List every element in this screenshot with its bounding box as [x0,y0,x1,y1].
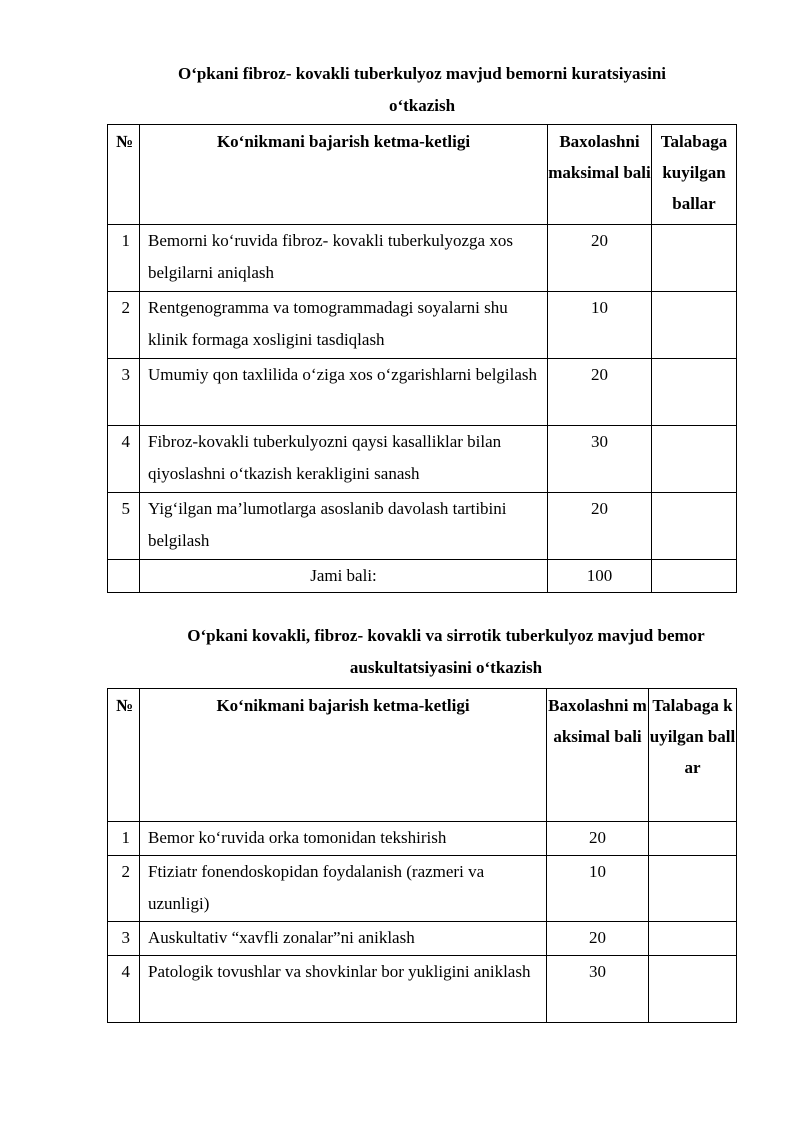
row-num: 4 [108,426,140,493]
table-row [108,922,737,956]
row-student-score[interactable] [649,956,737,1023]
row-num: 5 [108,493,140,560]
table-row [108,822,737,856]
row-student-score[interactable] [652,493,737,560]
total-empty-cell [108,560,140,593]
row-max-score: 10 [548,292,652,359]
table-row [108,956,737,1023]
row-num: 4 [108,956,140,1023]
section1-title [108,58,736,122]
section2-title [150,620,742,684]
row-task: Auskultativ “xavfli zonalar”ni aniklash [140,922,547,956]
row-student-score[interactable] [652,292,737,359]
header-num: № [108,125,140,225]
section1-title-line1: O‘pkani fibroz- kovakli tuberkulyoz mavjud bemorni kuratsiyasini [177,64,667,83]
row-task: Patologik tovushlar va shovkinlar bor yukligini aniklash [140,956,547,1023]
row-task: Yig‘ilgan ma’lumotlarga asoslanib davolash tartibini belgilash [140,493,548,560]
row-num: 1 [108,822,140,856]
total-value: 100 [548,560,652,593]
row-task: Rentgenogramma va tomogrammadagi soyalarni shu klinik formaga xosligini tasdiqlash [140,292,548,359]
row-max-score: 20 [547,922,649,956]
header-num: № [108,689,140,822]
row-student-score[interactable] [652,426,737,493]
header-task: Ko‘nikmani bajarish ketma-ketligi [140,125,548,225]
row-num: 3 [108,359,140,426]
row-student-score[interactable] [652,359,737,426]
table-row [108,359,737,426]
row-max-score: 30 [547,956,649,1023]
header-task: Ko‘nikmani bajarish ketma-ketligi [140,689,547,822]
section2-table [107,688,737,1023]
section1-title-line2: o‘tkazish [388,96,456,115]
table-row [108,292,737,359]
total-student-score[interactable] [652,560,737,593]
row-max-score: 30 [548,426,652,493]
header-max-score: Baxolashni maksimal bali [547,689,649,822]
row-max-score: 20 [548,359,652,426]
row-max-score: 20 [547,822,649,856]
header-max-score: Baxolashni maksimal bali [548,125,652,225]
row-student-score[interactable] [649,856,737,922]
row-num: 2 [108,292,140,359]
row-task: Bemor ko‘ruvida orka tomonidan tekshirish [140,822,547,856]
table-row [108,426,737,493]
row-num: 2 [108,856,140,922]
row-task: Bemorni ko‘ruvida fibroz- kovakli tuberkulyozga xos belgilarni aniqlash [140,225,548,292]
section1-table [107,124,737,593]
total-row [108,560,737,593]
row-max-score: 20 [548,225,652,292]
row-task: Ftiziatr fonendoskopidan foydalanish (razmeri va uzunligi) [140,856,547,922]
row-num: 1 [108,225,140,292]
row-num: 3 [108,922,140,956]
section2-title-line1: O‘pkani kovakli, fibroz- kovakli va sirrotik tuberkulyoz mavjud bemor [187,626,705,645]
row-student-score[interactable] [649,922,737,956]
row-max-score: 10 [547,856,649,922]
row-student-score[interactable] [649,822,737,856]
total-label: Jami bali: [140,560,548,593]
table-row [108,493,737,560]
row-task: Fibroz-kovakli tuberkulyozni qaysi kasalliklar bilan qiyoslashni o‘tkazish kerakligini sanash [140,426,548,493]
section2-title-line2: auskultatsiyasini o‘tkazish [349,658,543,677]
table-header-row [108,125,737,225]
table-header-row [108,689,737,822]
table-row [108,225,737,292]
row-max-score: 20 [548,493,652,560]
row-task: Umumiy qon taxlilida o‘ziga xos o‘zgarishlarni belgilash [140,359,548,426]
header-student-score: Talabaga kuyilgan ballar [649,689,737,822]
row-student-score[interactable] [652,225,737,292]
table-row [108,856,737,922]
header-student-score: Talabaga kuyilgan ballar [652,125,737,225]
